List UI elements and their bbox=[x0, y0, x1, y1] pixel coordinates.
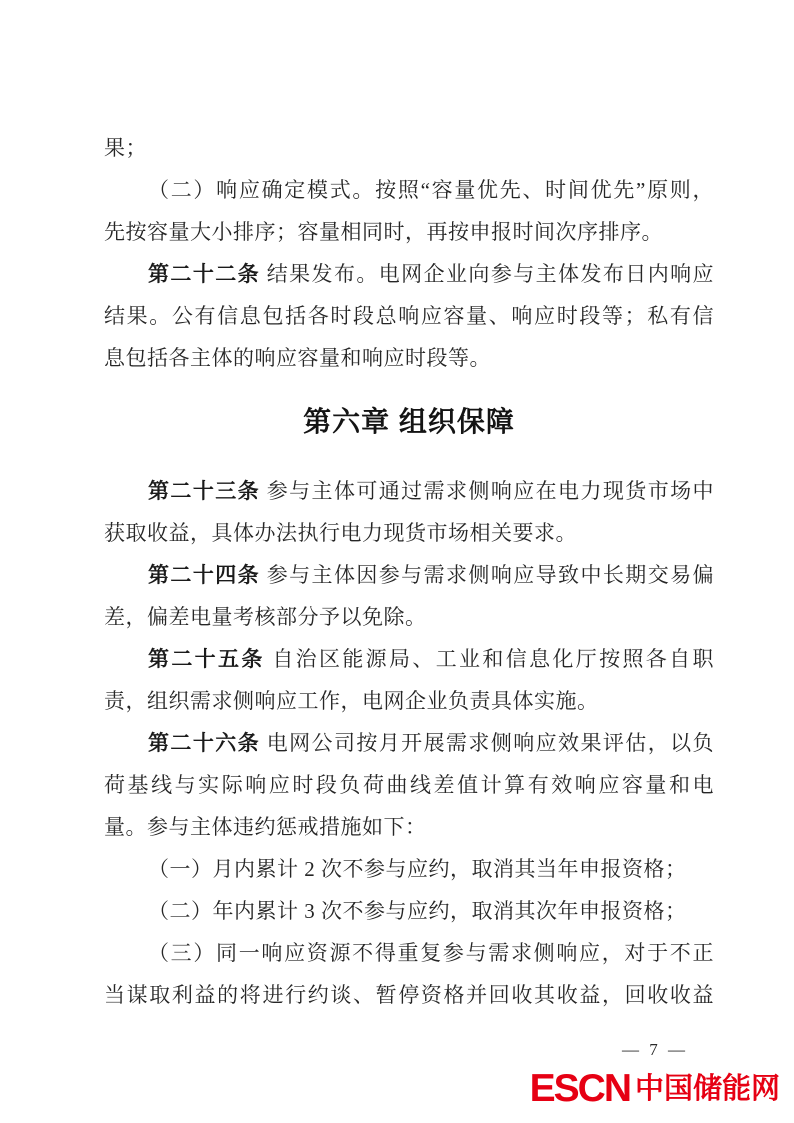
document-line: 果； bbox=[104, 136, 147, 160]
document-line: 结果。公有信息包括各时段总响应容量、响应时段等；私有信 bbox=[104, 304, 714, 328]
document-line: 责，组织需求侧响应工作，电网企业负责具体实施。 bbox=[104, 689, 599, 713]
document-line: 第二十四条 参与主体因参与需求侧响应导致中长期交易偏 bbox=[148, 563, 715, 587]
text-block bbox=[104, 127, 714, 1016]
document-line: 差，偏差电量考核部分予以免除。 bbox=[104, 605, 427, 629]
article-number: 第二十四条 bbox=[148, 564, 261, 587]
document-line: 获取收益，具体办法执行电力现货市场相关要求。 bbox=[104, 521, 577, 545]
document-line: （一）月内累计 2 次不参与应约，取消其当年申报资格； bbox=[148, 857, 687, 881]
document-line: （二）响应确定模式。按照“容量优先、时间优先”原则， bbox=[148, 178, 714, 202]
article-number: 第二十三条 bbox=[148, 480, 261, 503]
chapter-heading: 第六章 组织保障 bbox=[303, 406, 515, 437]
document-line: 息包括各主体的响应容量和响应时段等。 bbox=[104, 346, 491, 370]
site-logo bbox=[529, 1067, 780, 1110]
page-number: — 7 — bbox=[622, 1040, 688, 1059]
document-line: 量。参与主体违约惩戒措施如下： bbox=[104, 815, 427, 839]
article-number: 第二十二条 bbox=[148, 263, 261, 286]
document-line: 第二十五条 自治区能源局、工业和信息化厅按照各自职 bbox=[148, 647, 714, 671]
document-line: （三）同一响应资源不得重复参与需求侧响应，对于不正 bbox=[148, 941, 714, 965]
logo-cn-text: 中国储能网 bbox=[634, 1073, 780, 1105]
document-line: （二）年内累计 3 次不参与应约，取消其次年申报资格； bbox=[148, 899, 687, 923]
article-number: 第二十六条 bbox=[148, 732, 261, 755]
document-line: 第二十六条 电网公司按月开展需求侧响应效果评估，以负 bbox=[148, 731, 715, 755]
logo-escn-text: ESCN bbox=[529, 1067, 630, 1110]
document-line: 第二十二条 结果发布。电网企业向参与主体发布日内响应 bbox=[148, 262, 715, 286]
document-line: 第二十三条 参与主体可通过需求侧响应在电力现货市场中 bbox=[148, 479, 715, 503]
document-line: 先按容量大小排序；容量相同时，再按申报时间次序排序。 bbox=[104, 220, 663, 244]
document-line: 荷基线与实际响应时段负荷曲线差值计算有效响应容量和电 bbox=[104, 773, 714, 797]
article-number: 第二十五条 bbox=[148, 648, 265, 671]
document-line: 当谋取利益的将进行约谈、暂停资格并回收其收益，回收收益 bbox=[104, 983, 714, 1007]
